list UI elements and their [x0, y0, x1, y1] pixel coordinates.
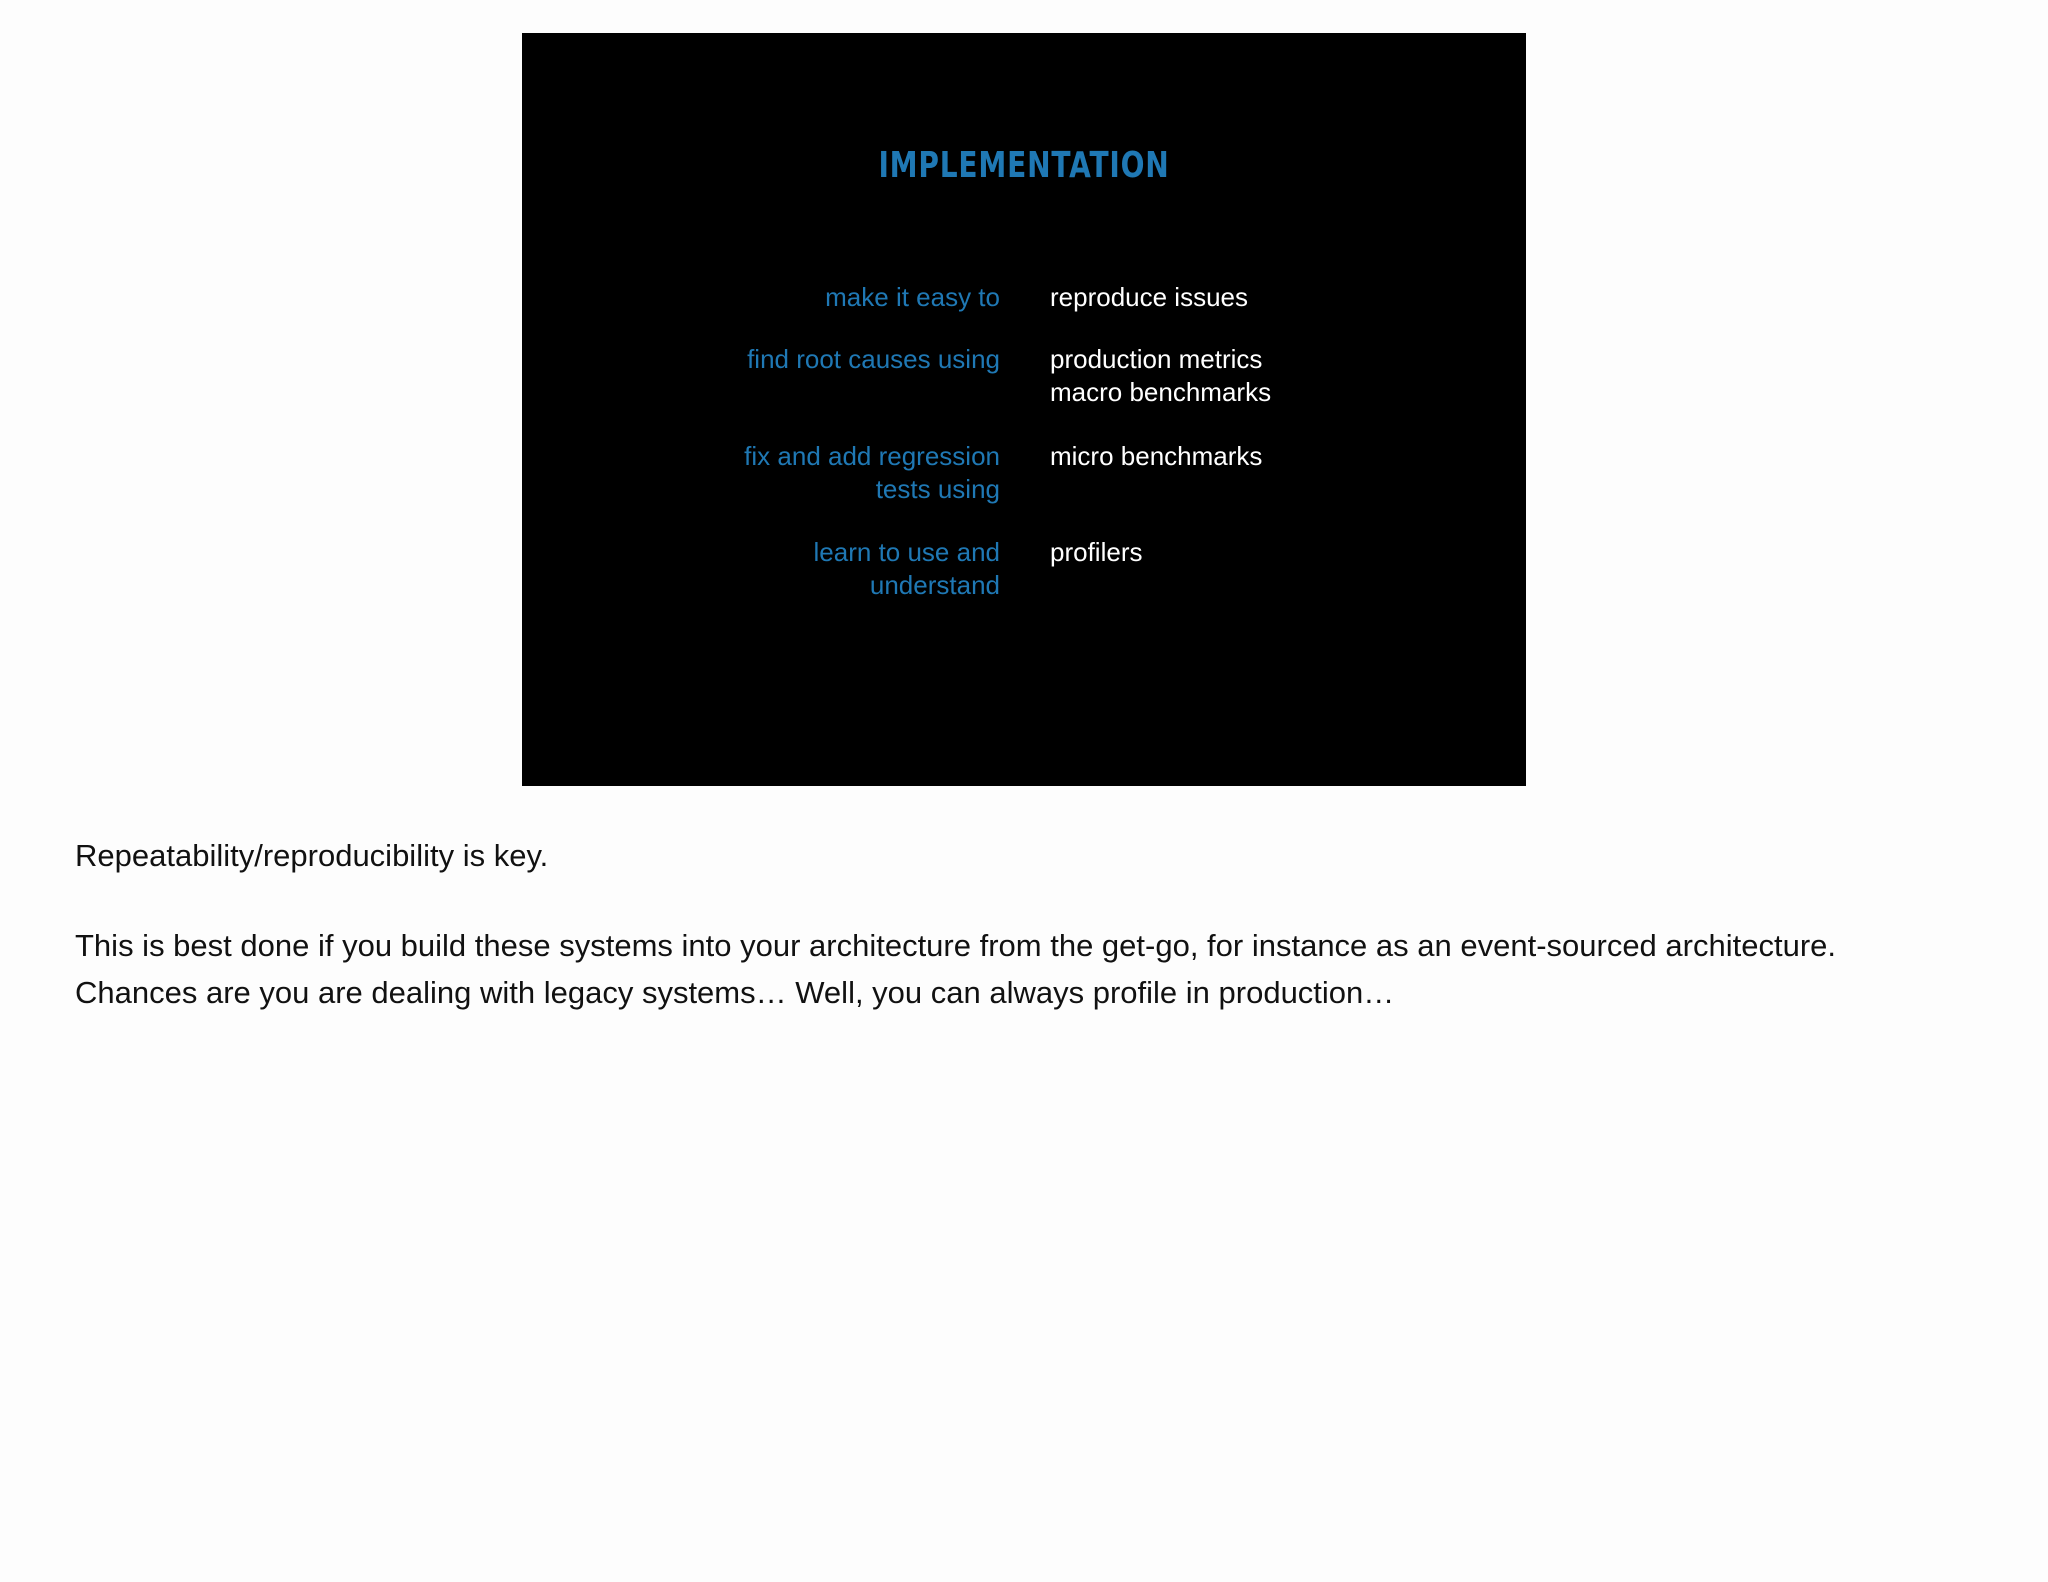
row-label-line: tests using [875, 474, 1000, 504]
slide-image [522, 33, 1526, 786]
slide-title: IMPLEMENTATION [878, 145, 1170, 186]
row-label-line: learn to use and [813, 537, 1000, 567]
row-value [1050, 343, 1450, 409]
row-label-line: find root causes using [747, 344, 1000, 374]
row-value-line: profilers [1050, 537, 1143, 567]
row-value [1050, 536, 1450, 569]
notes-paragraph: Repeatability/reproducibility is key. [75, 838, 549, 873]
row-label [670, 440, 1000, 506]
row-label-line: make it easy to [825, 282, 1000, 312]
speaker-notes [75, 832, 2005, 1016]
row-label-line: understand [869, 570, 1000, 600]
notes-paragraph-line: Chances are you are dealing with legacy systems… Well, you can always profile in production… [75, 975, 1395, 1010]
row-label-line: fix and add regression [744, 441, 1000, 471]
row-label [670, 281, 1000, 314]
row-value [1050, 440, 1450, 473]
row-value-line: reproduce issues [1050, 282, 1248, 312]
row-value-line: micro benchmarks [1050, 441, 1263, 471]
row-value-line: production metrics [1050, 344, 1263, 374]
row-label [670, 343, 1000, 376]
notes-paragraph-line: This is best done if you build these systems into your architecture from the get-go, for instance as an event-sourced architecture. [75, 928, 1836, 963]
row-value-line: macro benchmarks [1050, 377, 1272, 407]
row-label [670, 536, 1000, 602]
row-value [1050, 281, 1450, 314]
